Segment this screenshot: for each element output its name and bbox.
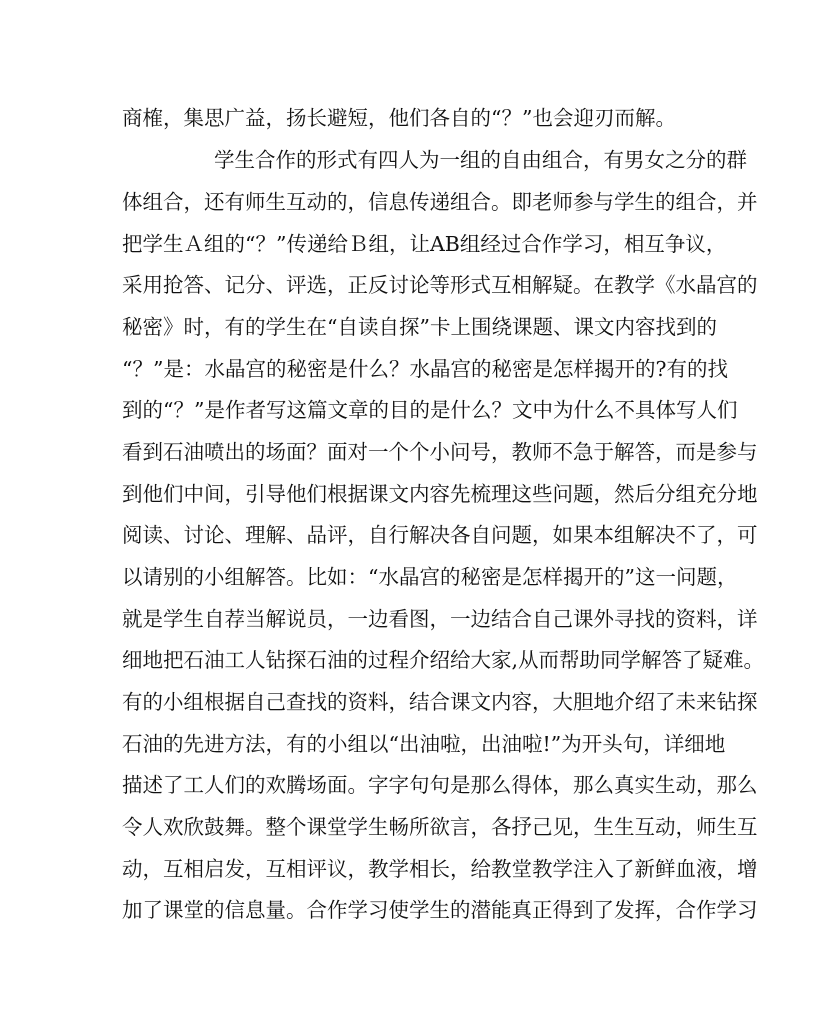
text-line-14: 细地把石油工人钻探石油的过程介绍给大家,从而帮助同学解答了疑难。 bbox=[122, 648, 765, 672]
text-line-19: 动，互相启发，互相评议，教学相长，给教堂教学注入了新鲜血液，增 bbox=[122, 857, 758, 881]
text-line-9: 看到石油喷出的场面？面对一个个小问号，教师不急于解答，而是参与 bbox=[122, 440, 758, 464]
text-line-13: 就是学生自荐当解说员，一边看图，一边结合自己课外寻找的资料，详 bbox=[122, 607, 758, 631]
text-line-2: 学生合作的形式有四人为一组的自由组合，有男女之分的群 bbox=[214, 148, 747, 172]
text-line-17: 描述了工人们的欢腾场面。字字句句是那么得体，那么真实生动，那么 bbox=[122, 773, 758, 797]
text-line-10: 到他们中间，引导他们根据课文内容先梳理这些问题，然后分组充分地 bbox=[122, 482, 758, 506]
text-line-3: 体组合，还有师生互动的，信息传递组合。即老师参与学生的组合，并 bbox=[122, 190, 758, 214]
text-line-11: 阅读、讨论、理解、品评，自行解决各自问题，如果本组解决不了，可 bbox=[122, 523, 758, 547]
text-line-12: 以请别的小组解答。比如：“水晶宫的秘密是怎样揭开的”这一问题， bbox=[122, 565, 738, 589]
text-line-6: 秘密》时，有的学生在“自读自探”卡上围绕课题、课文内容找到的 bbox=[122, 315, 717, 339]
text-line-18: 令人欢欣鼓舞。整个课堂学生畅所欲言，各抒己见，生生互动，师生互 bbox=[122, 815, 758, 839]
text-line-15: 有的小组根据自己查找的资料，结合课文内容，大胆地介绍了未来钻探 bbox=[122, 690, 758, 714]
text-line-7: “？”是：水晶宫的秘密是什么？水晶宫的秘密是怎样揭开的?有的找 bbox=[122, 357, 728, 381]
text-line-20: 加了课堂的信息量。合作学习使学生的潜能真正得到了发挥，合作学习 bbox=[122, 898, 758, 922]
text-line-8: 到的“？”是作者写这篇文章的目的是什么？文中为什么不具体写人们 bbox=[122, 398, 738, 422]
text-line-16: 石油的先进方法，有的小组以“出油啦，出油啦!”为开头句，详细地 bbox=[122, 732, 726, 756]
text-line-5: 采用抢答、记分、评选，正反讨论等形式互相解疑。在教学《水晶宫的 bbox=[122, 273, 758, 297]
text-line-4: 把学生Ａ组的“？”传递给Ｂ组，让AB组经过合作学习，相互争议， bbox=[122, 232, 727, 256]
text-line-1: 商榷，集思广益，扬长避短，他们各自的“？”也会迎刃而解。 bbox=[122, 106, 676, 130]
